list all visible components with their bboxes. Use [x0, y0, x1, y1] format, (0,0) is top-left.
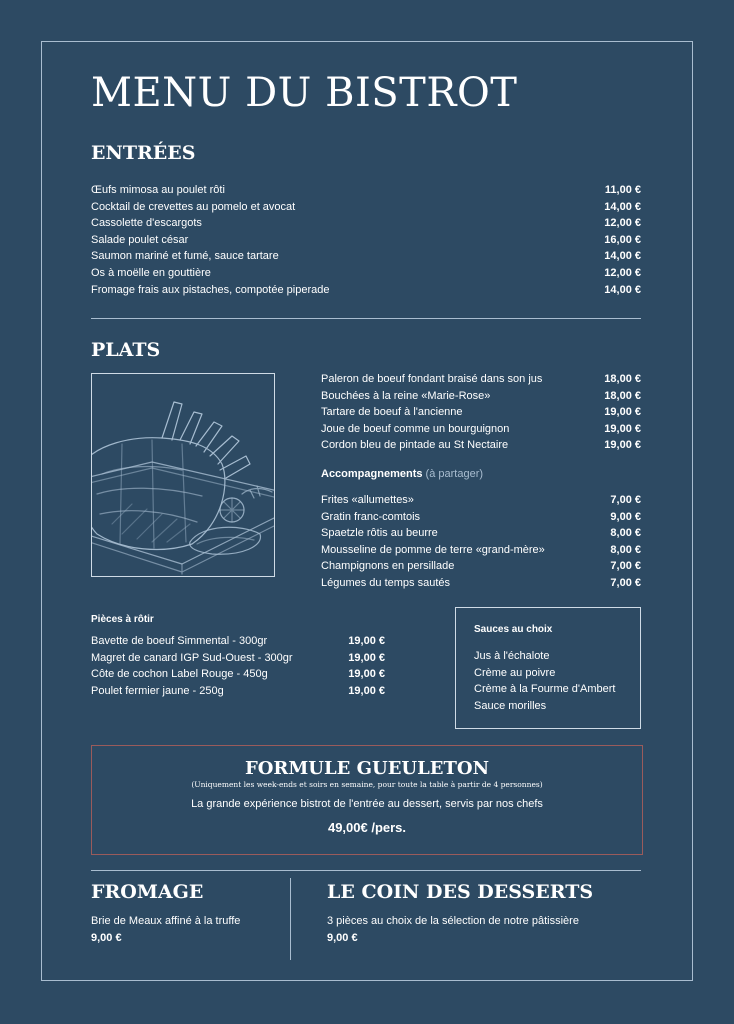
- menu-item-price: 19,00 €: [348, 635, 385, 647]
- sauces-heading: Sauces au choix: [474, 624, 553, 635]
- entrees-heading: ENTRÉES: [91, 142, 196, 164]
- accompagnements-heading: Accompagnements: [321, 468, 423, 480]
- menu-item: [321, 509, 641, 526]
- menu-item-name: Cocktail de crevettes au pomelo et avocat: [91, 200, 296, 213]
- menu-item-price: 16,00 €: [604, 233, 641, 246]
- menu-title: MENU DU BISTROT: [91, 70, 518, 116]
- menu-item-price: 18,00 €: [604, 373, 641, 385]
- fromage-price: 9,00 €: [91, 932, 122, 944]
- formule-heading: FORMULE GUEULETON: [244, 758, 490, 779]
- pieces-list: [91, 633, 385, 699]
- formule-description: La grande expérience bistrot de l'entrée au dessert, servis par nos chefs: [191, 798, 543, 810]
- menu-item-price: 8,00 €: [610, 543, 641, 556]
- menu-item-name: Fromage frais aux pistaches, compotée piperade: [91, 283, 330, 296]
- menu-item-name: Mousseline de pomme de terre «grand-mère»: [321, 543, 545, 556]
- meat-illustration-icon: [91, 373, 275, 577]
- menu-item: [91, 232, 641, 249]
- accompagnements-note: (à partager): [425, 468, 484, 480]
- menu-item: [321, 437, 641, 454]
- menu-item-price: 18,00 €: [604, 389, 641, 402]
- menu-item-price: 14,00 €: [604, 200, 641, 213]
- menu-item-price: 19,00 €: [604, 422, 641, 435]
- desserts-heading: LE COIN DES DESSERTS: [327, 881, 594, 903]
- menu-item-name: Bavette de boeuf Simmental - 300gr: [91, 635, 268, 647]
- sauce-item: Crème à la Fourme d'Ambert: [474, 683, 616, 696]
- menu-item-name: Gratin franc-comtois: [321, 510, 421, 523]
- menu-item: [321, 558, 641, 575]
- entrees-list: [91, 182, 641, 298]
- menu-item: [321, 575, 641, 592]
- formule-subtitle: (Uniquement les week-ends et soirs en semaine, pour toute la table à partir de 4 personnes): [191, 780, 543, 789]
- divider: [91, 318, 641, 319]
- menu-item-name: Magret de canard IGP Sud-Ouest - 300gr: [91, 651, 293, 664]
- menu-item-name: Salade poulet césar: [91, 233, 189, 246]
- menu-item: [91, 199, 641, 216]
- column-divider: [290, 878, 291, 960]
- formule-box: [91, 745, 643, 855]
- menu-item-price: 9,00 €: [610, 510, 641, 523]
- menu-item-name: Paleron de boeuf fondant braisé dans son jus: [321, 373, 543, 385]
- menu-item-name: Œufs mimosa au poulet rôti: [91, 184, 225, 196]
- desserts-item: 3 pièces au choix de la sélection de notre pâtissière: [327, 915, 579, 927]
- plats-heading: PLATS: [91, 339, 161, 361]
- sauce-item: Jus à l'échalote: [474, 650, 550, 662]
- menu-item: [91, 683, 385, 700]
- menu-item: [91, 650, 385, 667]
- fromage-heading: FROMAGE: [91, 881, 204, 903]
- desserts-price: 9,00 €: [327, 932, 358, 944]
- menu-item-price: 8,00 €: [610, 527, 641, 540]
- menu-item: [91, 282, 641, 299]
- menu-item-name: Spaetzle rôtis au beurre: [321, 527, 438, 540]
- menu-item-name: Joue de boeuf comme un bourguignon: [321, 422, 510, 435]
- menu-item-price: 14,00 €: [604, 283, 641, 296]
- menu-item-name: Côte de cochon Label Rouge - 450g: [91, 668, 268, 681]
- divider: [91, 870, 641, 871]
- menu-item: [91, 182, 641, 199]
- menu-item: [91, 215, 641, 232]
- menu-item: [91, 248, 641, 265]
- menu-item-name: Cassolette d'escargots: [91, 217, 202, 230]
- menu-item: [321, 542, 641, 559]
- menu-item-price: 19,00 €: [348, 651, 385, 664]
- menu-item-name: Bouchées à la reine «Marie-Rose»: [321, 389, 491, 402]
- formule-price: 49,00€ /pers.: [327, 820, 407, 835]
- menu-item-name: Tartare de boeuf à l'ancienne: [321, 406, 463, 419]
- menu-item-price: 19,00 €: [348, 684, 385, 697]
- menu-item: [91, 666, 385, 683]
- menu-item-name: Légumes du temps sautés: [321, 576, 451, 589]
- menu-item-price: 7,00 €: [610, 576, 641, 589]
- menu-item: [321, 371, 641, 388]
- menu-item-price: 11,00 €: [604, 184, 641, 196]
- menu-item: [91, 633, 385, 650]
- pieces-heading: Pièces à rôtir: [91, 614, 154, 625]
- accompagnements-heading-row: [321, 468, 483, 480]
- sauce-item: Sauce morilles: [474, 699, 547, 712]
- sauces-box: [455, 607, 641, 729]
- menu-item: [321, 492, 641, 509]
- menu-item: [91, 265, 641, 282]
- sauces-list: [474, 648, 615, 714]
- fromage-item: Brie de Meaux affiné à la truffe: [91, 915, 241, 927]
- menu-item-name: Champignons en persillade: [321, 560, 455, 573]
- menu-item-price: 19,00 €: [604, 439, 641, 452]
- menu-item-price: 12,00 €: [604, 266, 641, 279]
- accompagnements-list: [321, 492, 641, 592]
- menu-item-name: Poulet fermier jaune - 250g: [91, 684, 224, 697]
- menu-item-price: 7,00 €: [610, 560, 641, 573]
- menu-item-name: Cordon bleu de pintade au St Nectaire: [321, 439, 509, 452]
- menu-item-price: 19,00 €: [604, 406, 641, 419]
- menu-item: [321, 404, 641, 421]
- menu-item-price: 12,00 €: [604, 217, 641, 230]
- menu-item: [321, 421, 641, 438]
- menu-item-name: Saumon mariné et fumé, sauce tartare: [91, 250, 279, 263]
- menu-item-name: Os à moëlle en gouttière: [91, 266, 211, 279]
- menu-item-name: Frites «allumettes»: [321, 494, 414, 506]
- menu-item-price: 19,00 €: [348, 668, 385, 681]
- sauce-item: Crème au poivre: [474, 666, 556, 679]
- menu-item: [321, 388, 641, 405]
- menu-item-price: 14,00 €: [604, 250, 641, 263]
- plats-list: [321, 371, 641, 454]
- menu-item-price: 7,00 €: [610, 494, 641, 506]
- menu-item: [321, 525, 641, 542]
